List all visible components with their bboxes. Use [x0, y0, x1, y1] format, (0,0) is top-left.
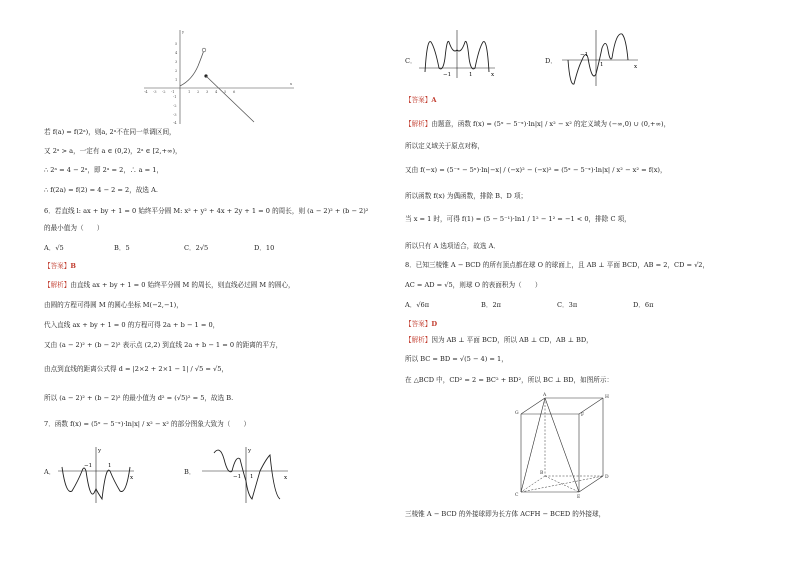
graph-tick-xm4: -4 — [144, 90, 148, 94]
q7-explanation-6: 所以只有 A 选项适合，故选 A． — [405, 242, 500, 250]
q7-option-d-graph — [560, 28, 640, 88]
q7-option-d-label: D． — [545, 57, 557, 65]
graph-tick-ym1: -1 — [173, 95, 177, 99]
graph-c-label-1: 1 — [469, 72, 473, 78]
q7-explanation-4: 所以函数 f(x) 为偶函数，排除 B、D 项； — [405, 192, 528, 200]
q6-explanation-text-1: 由直线 ax + by + 1 = 0 始终平分圆 M 的周长，则直线必过圆 M 的圆心， — [70, 281, 295, 289]
q6-option-a: A．√5 — [44, 244, 64, 252]
graph-tick-xm2: -2 — [162, 90, 166, 94]
answer-value: A — [431, 96, 437, 104]
graph-a-axis-y: y — [98, 448, 102, 454]
q6-explanation-5: 由点到直线的距离公式得 d = |2×2 + 2×1 − 1| / √5 = √5， — [44, 365, 228, 373]
graph-tick-ym2: -2 — [173, 104, 177, 108]
q6-option-d: D．10 — [254, 244, 275, 252]
question-6-options — [44, 244, 324, 253]
cube-label-e: E — [577, 495, 581, 500]
question-8-stem: 8．已知三棱锥 A − BCD 的所有顶点都在球 O 的球面上，且 AB ⊥ 平面 BCD，AB = 2，CD = √2， — [405, 261, 710, 269]
cuboid-diagram — [515, 392, 615, 498]
q8-option-b: B．2π — [481, 301, 501, 309]
graph-c-axis-x: x — [491, 72, 495, 78]
graph-tick-y2: 2 — [175, 69, 178, 73]
graph-tick-ym4: -4 — [173, 121, 177, 125]
solution-line-3: ∴ 2ᵃ = 4 − 2ᵃ，即 2ᵃ = 2，∴ a = 1， — [44, 166, 164, 174]
q7-option-b-graph — [200, 445, 290, 505]
explanation-label: 【解析】 — [405, 120, 432, 128]
question-8-answer — [405, 320, 437, 329]
graph-tick-x5: 5 — [224, 90, 227, 94]
q8-explanation-2: 所以 BC = BD = √(5 − 4) = 1， — [405, 355, 508, 363]
q6-explanation-1 — [44, 281, 295, 290]
q8-option-d: D．6π — [633, 301, 654, 309]
q7-explanation-3: 又由 f(−x) = (5⁻ˣ − 5ˣ)·ln|−x| / (−x)² − (−x)² = (5ˣ − 5⁻ˣ)·ln|x| / x² − x² = f(x)， — [405, 166, 667, 174]
cube-label-h: H — [605, 395, 609, 400]
graph-tick-ym3: -3 — [173, 113, 177, 117]
graph-d-axis-x: x — [634, 64, 638, 70]
graph-tick-y4: 4 — [175, 51, 178, 55]
solution-line-2: 又 2ᵃ > a，一定有 a ∈ (0,2)，2ᵃ ∈ [2,+∞)， — [44, 147, 182, 155]
graph-tick-y5: 5 — [175, 42, 178, 46]
graph-axis-y: y — [182, 30, 185, 34]
graph-d-label-neg1: −1 — [580, 52, 589, 58]
cube-label-g: G — [515, 411, 519, 416]
q7-option-a-graph — [56, 445, 136, 505]
q6-explanation-6: 所以 (a − 2)² + (b − 2)² 的最小值为 d² = (√5)² = 5，故选 B. — [44, 394, 234, 402]
graph-tick-y3: 3 — [175, 60, 178, 64]
q6-explanation-4: 又由 (a − 2)² + (b − 2)² 表示点 (2,2) 到直线 2a + b − 1 = 0 的距离的平方， — [44, 341, 283, 349]
graph-tick-xm1: -1 — [171, 90, 175, 94]
q6-explanation-3: 代入直线 ax + by + 1 = 0 的方程可得 2a + b − 1 = 0， — [44, 321, 220, 329]
graph-b-axis-x: x — [284, 475, 288, 481]
q8-explanation-3: 在 △BCD 中，CD² = 2 = BC² + BD²，所以 BC ⊥ BD，如图所示： — [405, 376, 614, 384]
cube-label-f: F — [581, 413, 585, 418]
q7-explanation-5: 当 x = 1 时，可得 f(1) = (5 − 5⁻¹)·ln1 / 1² − 1² = −1 < 0，排除 C 项， — [405, 215, 631, 223]
function-graph — [140, 28, 300, 126]
question-6-stem: 6．若直线 l: ax + by + 1 = 0 始终平分圆 M: x² + y² + 4x + 2y + 1 = 0 的周长，则 (a − 2)² + (b − 2)² — [44, 207, 369, 215]
q6-explanation-2: 由圆的方程可得圆 M 的圆心坐标 M(−2,−1)， — [44, 301, 183, 309]
answer-value: D — [431, 320, 438, 328]
question-6-answer — [44, 262, 76, 271]
q8-explanation-4: 三棱锥 A − BCD 的外接球即为长方体 ACFH − BCED 的外接球， — [405, 510, 606, 518]
graph-d-label-1: 1 — [600, 62, 604, 68]
answer-label: 【答案】 — [405, 320, 432, 328]
q6-option-c: C．2√5 — [184, 244, 209, 252]
graph-tick-x1: 1 — [188, 90, 191, 94]
question-6-stem-2: 的最小值为（ ） — [44, 224, 104, 232]
q7-option-a-label: A． — [44, 468, 56, 476]
answer-value: B — [70, 262, 76, 270]
graph-b-label-neg1: −1 — [233, 474, 242, 480]
q7-option-c-label: C． — [405, 57, 417, 65]
graph-tick-x4: 4 — [215, 90, 218, 94]
graph-a-label-neg1: −1 — [84, 463, 93, 469]
cube-label-b: B — [540, 471, 544, 476]
q8-explanation-text-1: 因为 AB ⊥ 平面 BCD，所以 AB ⊥ CD，AB ⊥ BD， — [431, 336, 593, 344]
question-7-answer — [405, 96, 437, 105]
q7-explanation-text-1: 由题意，函数 f(x) = (5ˣ − 5⁻ˣ)·ln|x| / x² − x² 的定义域为 (−∞,0) ∪ (0,+∞)， — [431, 120, 671, 128]
graph-c-label-neg1: −1 — [443, 72, 452, 78]
graph-b-label-1: 1 — [250, 474, 254, 480]
graph-tick-y1: 1 — [175, 78, 178, 82]
graph-tick-x6: 6 — [233, 90, 236, 94]
solution-line-4: ∴ f(2a) = f(2) = 4 − 2 = 2，故选 A. — [44, 186, 158, 194]
q7-option-c-graph — [417, 28, 497, 80]
q7-explanation-2: 所以定义域关于原点对称， — [405, 142, 485, 150]
cube-label-c: C — [515, 493, 519, 498]
q8-option-a: A．√6π — [405, 301, 430, 309]
graph-a-axis-x: x — [130, 475, 134, 481]
graph-a-label-1: 1 — [108, 463, 112, 469]
graph-tick-x2: 2 — [197, 90, 200, 94]
solution-line-1: 若 f(a) = f(2ᵃ)，则a, 2ᵃ不在同一单调区间， — [44, 128, 176, 136]
question-7-stem: 7．函数 f(x) = (5ˣ − 5⁻ˣ)·ln|x| / x² − x² 的部分图象大致为（ ） — [44, 420, 251, 428]
cube-label-d: D — [605, 475, 609, 480]
explanation-label: 【解析】 — [44, 281, 71, 289]
answer-label: 【答案】 — [405, 96, 432, 104]
explanation-label: 【解析】 — [405, 336, 432, 344]
q7-option-b-label: B． — [184, 468, 196, 476]
graph-b-axis-y: y — [248, 448, 252, 454]
graph-tick-x3: 3 — [206, 90, 209, 94]
q6-option-b: B．5 — [114, 244, 130, 252]
question-8-stem-2: AC = AD = √5，则球 O 的表面积为（ ） — [405, 281, 542, 289]
question-8-options — [405, 301, 709, 310]
answer-label: 【答案】 — [44, 262, 71, 270]
graph-axis-x: x — [290, 82, 293, 86]
graph-tick-xm3: -3 — [153, 90, 157, 94]
q8-explanation-1 — [405, 336, 593, 345]
q7-explanation-1 — [405, 120, 670, 129]
cube-label-a: A — [543, 393, 547, 398]
q8-option-c: C．3π — [557, 301, 578, 309]
